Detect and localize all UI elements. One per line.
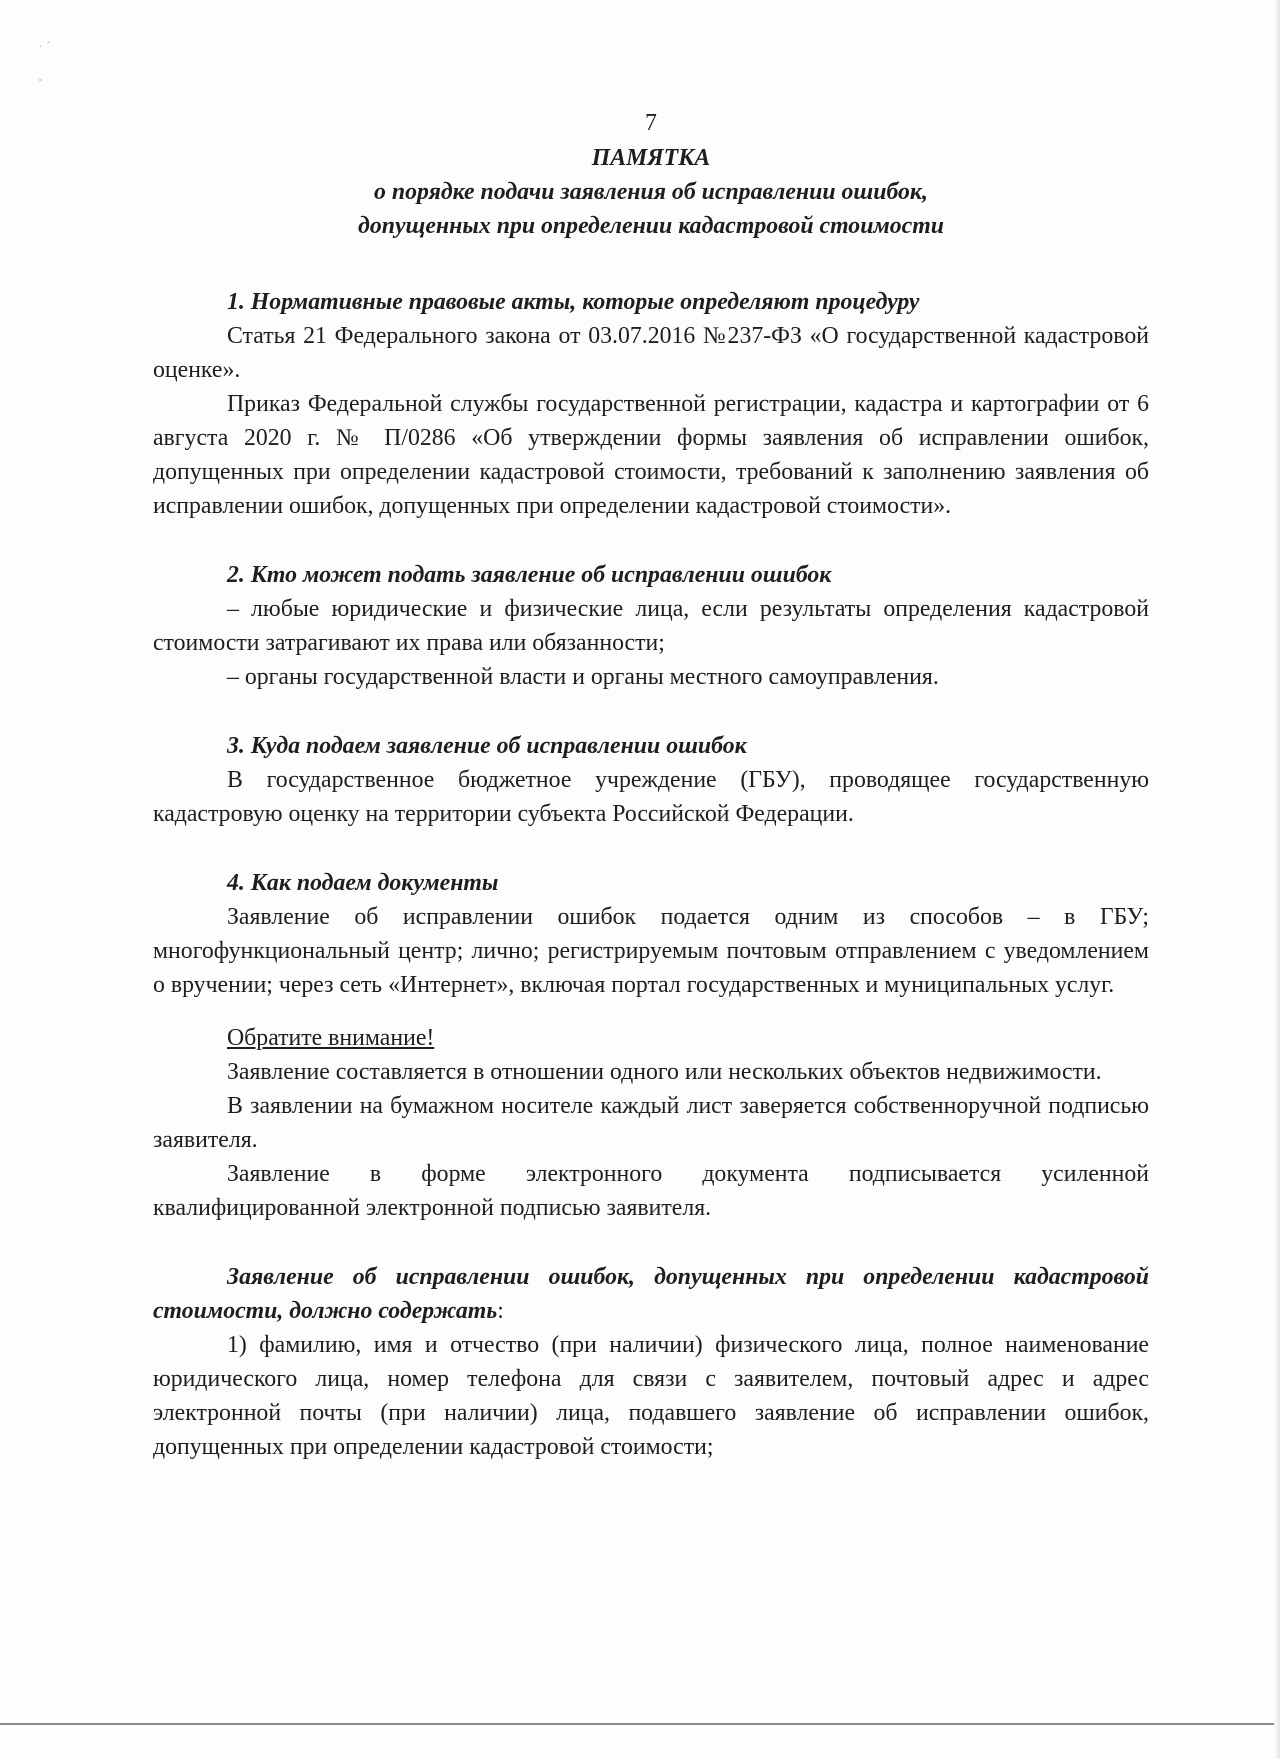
scan-speck: · ˊ [38,40,51,55]
notice-paragraph: Заявление в форме электронного документа подписывается усиленной квалифицированной электронной подписью заявителя. [153,1161,1149,1221]
requirements-heading [153,1260,1149,1328]
requirements-item: 1) фамилию, имя и отчество (при наличии) физического лица, полное наименование юридического лица, номер телефона для связи с заявителем, почтовый адрес и адрес электронной почты (при наличии) лица, подавшего заявление об исправлении ошибок, допущенных при определении кадастровой стоимости; [153,1332,1149,1460]
page-right-edge [1274,0,1280,1759]
requirements-heading-text: Заявление об исправлении ошибок, допущенных при определении кадастровой стоимости, должно содержать [153,1264,1149,1324]
page-bottom-border [0,1723,1280,1725]
section-4-heading: 4. Как подаем документы [227,870,499,896]
notice-paragraph: В заявлении на бумажном носителе каждый лист заверяется собственноручной подписью заявителя. [153,1093,1149,1153]
section-3-paragraph: В государственное бюджетное учреждение (ГБУ), проводящее государственную кадастровую оценку на территории субъекта Российской Федерации. [153,767,1149,827]
notice-label: Обратите внимание! [227,1025,435,1051]
scan-speck: - [38,72,43,87]
section-1-heading: 1. Нормативные правовые акты, которые определяют процедуру [227,289,920,315]
section-2-heading: 2. Кто может подать заявление об исправлении ошибок [227,562,832,588]
document-body [153,106,1149,1464]
section-2-paragraph: – любые юридические и физические лица, если результаты определения кадастровой стоимости затрагивают их права или обязанности; [153,596,1149,656]
notice-paragraph: Заявление составляется в отношении одного или нескольких объектов недвижимости. [227,1059,1102,1085]
section-3-heading: 3. Куда подаем заявление об исправлении ошибок [227,733,747,759]
requirements-heading-colon: : [497,1298,504,1324]
page-number: 7 [645,110,657,136]
document-subtitle-line-2: допущенных при определении кадастровой стоимости [358,213,944,239]
section-1-paragraph: Приказ Федеральной службы государственной регистрации, кадастра и картографии от 6 августа 2020 г. № П/0286 «Об утверждении формы заявления об исправлении ошибок, допущенных при определении кадастровой стоимости, требований к заполнению заявления об исправлении ошибок, допущенных при определении кадастровой стоимости». [153,391,1149,519]
document-subtitle-line-1: о порядке подачи заявления об исправлении ошибок, [374,179,928,205]
section-4-paragraph: Заявление об исправлении ошибок подается одним из способов – в ГБУ; многофункциональный центр; лично; регистрируемым почтовым отправлением с уведомлением о вручении; через сеть «Интернет», включая портал государственных и муниципальных услуг. [153,904,1149,998]
section-1-paragraph: Статья 21 Федерального закона от 03.07.2016 №237-ФЗ «О государственной кадастровой оценке». [153,323,1149,383]
section-2-paragraph: – органы государственной власти и органы местного самоуправления. [227,664,939,690]
document-title: ПАМЯТКА [591,145,711,171]
